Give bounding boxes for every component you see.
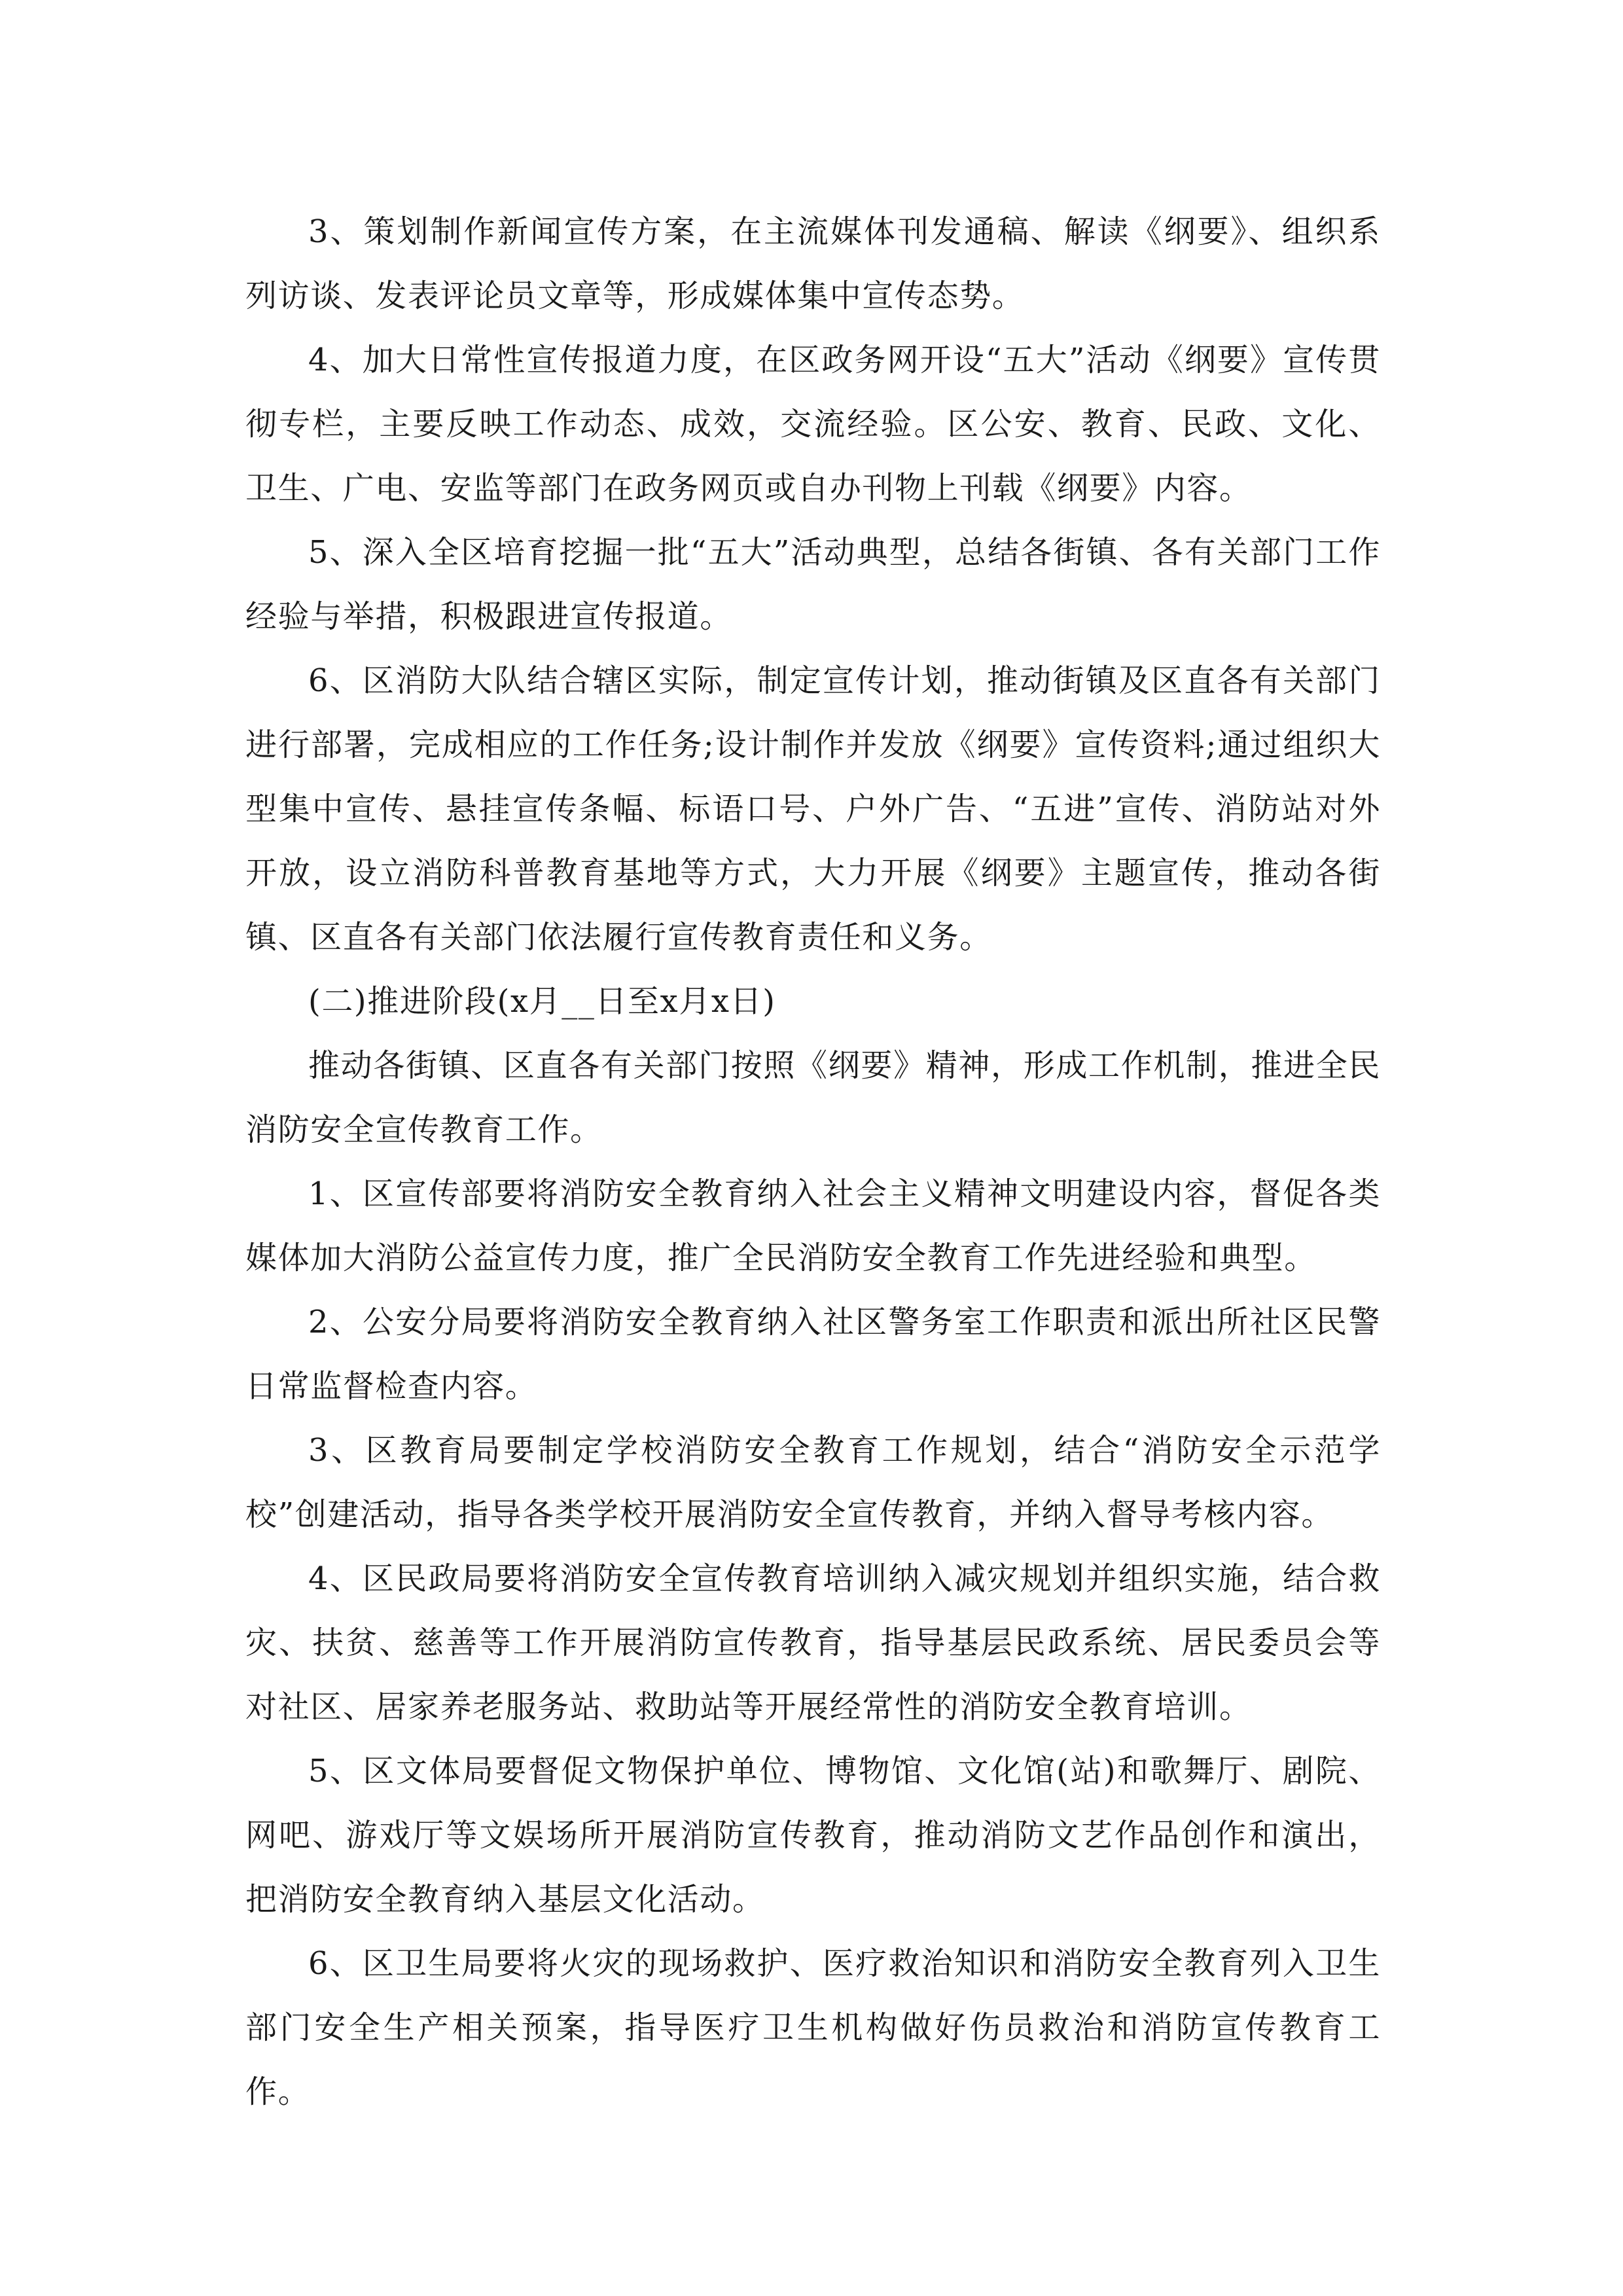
paragraph-item-2-public-security: 2、公安分局要将消防安全教育纳入社区警务室工作职责和派出所社区民警日常监督检查内容。 xyxy=(245,1304,1381,1405)
paragraph-item-5-typical-cases: 5、深入全区培育挖掘一批“五大”活动典型，总结各街镇、各有关部门工作经验与举措，积极跟进宣传报道。 xyxy=(245,534,1381,635)
paragraph-item-6-fire-brigade: 6、区消防大队结合辖区实际，制定宣传计划，推动街镇及区直各有关部门进行部署，完成相应的工作任务;设计制作并发放《纲要》宣传资料;通过组织大型集中宣传、悬挂宣传条幅、标语口号、户外广告、“五进”宣传、消防站对外开放，设立消防科普教育基地等方式，大力开展《纲要》主题宣传，推动各街镇、区直各有关部门依法履行宣传教育责任和义务。 xyxy=(245,662,1381,956)
paragraph-item-3-media-plan: 3、策划制作新闻宣传方案，在主流媒体刊发通稿、解读《纲要》、组织系列访谈、发表评论员文章等，形成媒体集中宣传态势。 xyxy=(245,213,1381,314)
paragraph-item-5-culture-sports: 5、区文体局要督促文物保护单位、博物馆、文化馆(站)和歌舞厅、剧院、网吧、游戏厅等文娱场所开展消防宣传教育，推动消防文艺作品创作和演出，把消防安全教育纳入基层文化活动。 xyxy=(245,1753,1381,1918)
paragraph-item-6-health-bureau: 6、区卫生局要将火灾的现场救护、医疗救治知识和消防安全教育列入卫生部门安全生产相关预案，指导医疗卫生机构做好伤员救治和消防宣传教育工作。 xyxy=(245,1945,1381,2110)
paragraph-promotion-intro: 推动各街镇、区直各有关部门按照《纲要》精神，形成工作机制，推进全民消防安全宣传教育工作。 xyxy=(245,1047,1381,1148)
document-body xyxy=(245,200,1381,2124)
paragraph-item-3-education-bureau: 3、区教育局要制定学校消防安全教育工作规划，结合“消防安全示范学校”创建活动，指导各类学校开展消防安全宣传教育，并纳入督导考核内容。 xyxy=(245,1432,1381,1533)
section-heading-promotion-stage: (二)推进阶段(x月__日至x月x日) xyxy=(308,983,776,1020)
paragraph-item-4-civil-affairs: 4、区民政局要将消防安全宣传教育培训纳入减灾规划并组织实施，结合救灾、扶贫、慈善等工作开展消防宣传教育，指导基层民政系统、居民委员会等对社区、居家养老服务站、救助站等开展经常性的消防安全教育培训。 xyxy=(245,1560,1381,1725)
paragraph-item-4-daily-reporting: 4、加大日常性宣传报道力度，在区政务网开设“五大”活动《纲要》宣传贯彻专栏，主要反映工作动态、成效，交流经验。区公安、教育、民政、文化、卫生、广电、安监等部门在政务网页或自办刊物上刊载《纲要》内容。 xyxy=(245,342,1381,507)
paragraph-item-1-publicity-dept: 1、区宣传部要将消防安全教育纳入社会主义精神文明建设内容，督促各类媒体加大消防公益宣传力度，推广全民消防安全教育工作先进经验和典型。 xyxy=(245,1175,1381,1276)
